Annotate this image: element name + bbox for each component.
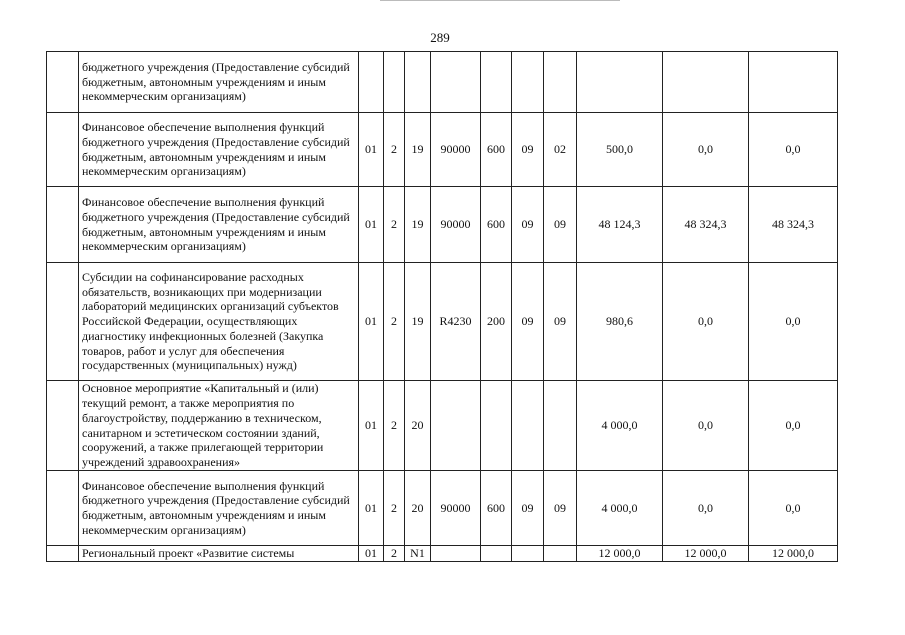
amount-cell: 4 000,0 bbox=[577, 381, 663, 471]
amount-cell: 500,0 bbox=[577, 113, 663, 187]
code-cell: 90000 bbox=[431, 471, 481, 546]
row-description: Финансовое обеспечение выполнения функций бюджетного учреждения (Предоставление субсидий бюджетным, автономным учреждениям и иным некоммерческим организациям) bbox=[79, 471, 359, 546]
code-cell bbox=[481, 381, 512, 471]
code-cell: 90000 bbox=[431, 187, 481, 263]
row-marker-cell bbox=[47, 263, 79, 381]
code-cell: 01 bbox=[359, 471, 384, 546]
row-marker-cell bbox=[47, 471, 79, 546]
amount-cell: 12 000,0 bbox=[577, 546, 663, 562]
code-cell: 09 bbox=[544, 471, 577, 546]
code-cell: R4230 bbox=[431, 263, 481, 381]
budget-table bbox=[46, 51, 838, 562]
code-cell: 2 bbox=[384, 187, 405, 263]
amount-cell: 0,0 bbox=[749, 381, 838, 471]
code-cell: 19 bbox=[405, 113, 431, 187]
table-row bbox=[47, 113, 838, 187]
table-row bbox=[47, 52, 838, 113]
code-cell bbox=[431, 546, 481, 562]
code-cell: 19 bbox=[405, 187, 431, 263]
amount-cell: 12 000,0 bbox=[663, 546, 749, 562]
table-row bbox=[47, 263, 838, 381]
code-cell bbox=[481, 546, 512, 562]
code-cell: 09 bbox=[544, 263, 577, 381]
row-marker-cell bbox=[47, 546, 79, 562]
code-cell: 2 bbox=[384, 113, 405, 187]
amount-cell: 0,0 bbox=[749, 263, 838, 381]
amount-cell: 0,0 bbox=[749, 471, 838, 546]
amount-cell bbox=[577, 52, 663, 113]
code-cell: 09 bbox=[512, 187, 544, 263]
code-cell: 20 bbox=[405, 381, 431, 471]
code-cell: 01 bbox=[359, 546, 384, 562]
row-marker-cell bbox=[47, 52, 79, 113]
code-cell bbox=[359, 52, 384, 113]
amount-cell: 0,0 bbox=[663, 263, 749, 381]
row-description: бюджетного учреждения (Предоставление субсидий бюджетным, автономным учреждениям и иным некоммерческим организациям) bbox=[79, 52, 359, 113]
code-cell: 600 bbox=[481, 471, 512, 546]
row-marker-cell bbox=[47, 381, 79, 471]
amount-cell: 48 324,3 bbox=[663, 187, 749, 263]
amount-cell: 980,6 bbox=[577, 263, 663, 381]
code-cell: 90000 bbox=[431, 113, 481, 187]
code-cell: 09 bbox=[512, 471, 544, 546]
code-cell bbox=[544, 381, 577, 471]
code-cell: 09 bbox=[544, 187, 577, 263]
code-cell bbox=[481, 52, 512, 113]
code-cell: 01 bbox=[359, 113, 384, 187]
page-number: 289 bbox=[430, 30, 450, 45]
code-cell: 01 bbox=[359, 263, 384, 381]
amount-cell bbox=[663, 52, 749, 113]
row-description: Финансовое обеспечение выполнения функций бюджетного учреждения (Предоставление субсидий бюджетным, автономным учреждениям и иным некоммерческим организациям) bbox=[79, 113, 359, 187]
code-cell: 09 bbox=[512, 263, 544, 381]
code-cell: 2 bbox=[384, 381, 405, 471]
code-cell bbox=[544, 546, 577, 562]
scan-artifact-line bbox=[380, 0, 620, 1]
table-row bbox=[47, 546, 838, 562]
amount-cell: 48 124,3 bbox=[577, 187, 663, 263]
code-cell bbox=[431, 52, 481, 113]
row-marker-cell bbox=[47, 187, 79, 263]
amount-cell: 0,0 bbox=[663, 113, 749, 187]
code-cell bbox=[512, 52, 544, 113]
code-cell bbox=[544, 52, 577, 113]
amount-cell bbox=[749, 52, 838, 113]
code-cell: 2 bbox=[384, 263, 405, 381]
amount-cell: 0,0 bbox=[663, 471, 749, 546]
code-cell: 20 bbox=[405, 471, 431, 546]
table-row bbox=[47, 187, 838, 263]
code-cell bbox=[431, 381, 481, 471]
code-cell: 2 bbox=[384, 546, 405, 562]
code-cell: 600 bbox=[481, 187, 512, 263]
amount-cell: 0,0 bbox=[749, 113, 838, 187]
code-cell: 09 bbox=[512, 113, 544, 187]
code-cell: 01 bbox=[359, 381, 384, 471]
code-cell: 600 bbox=[481, 113, 512, 187]
code-cell: 02 bbox=[544, 113, 577, 187]
code-cell: 19 bbox=[405, 263, 431, 381]
code-cell: 200 bbox=[481, 263, 512, 381]
row-description: Региональный проект «Развитие системы bbox=[79, 546, 359, 562]
amount-cell: 0,0 bbox=[663, 381, 749, 471]
code-cell bbox=[384, 52, 405, 113]
code-cell: 2 bbox=[384, 471, 405, 546]
table-row bbox=[47, 471, 838, 546]
amount-cell: 4 000,0 bbox=[577, 471, 663, 546]
code-cell bbox=[512, 381, 544, 471]
row-description: Финансовое обеспечение выполнения функций бюджетного учреждения (Предоставление субсидий бюджетным, автономным учреждениям и иным некоммерческим организациям) bbox=[79, 187, 359, 263]
code-cell bbox=[512, 546, 544, 562]
amount-cell: 48 324,3 bbox=[749, 187, 838, 263]
row-description: Субсидии на софинансирование расходных обязательств, возникающих при модернизации лабораторий медицинских организаций субъектов Российской Федерации, осуществляющих диагностику инфекционных болезней (Закупка товаров, работ и услуг для обеспечения государственных (муниципальных) нужд) bbox=[79, 263, 359, 381]
amount-cell: 12 000,0 bbox=[749, 546, 838, 562]
code-cell bbox=[405, 52, 431, 113]
table-row bbox=[47, 381, 838, 471]
row-marker-cell bbox=[47, 113, 79, 187]
code-cell: N1 bbox=[405, 546, 431, 562]
code-cell: 01 bbox=[359, 187, 384, 263]
row-description: Основное мероприятие «Капитальный и (или) текущий ремонт, а также мероприятия по благоустройству, поддержанию в техническом, санитарном и эстетическом состоянии зданий, сооружений, а также прилегающей территории учреждений здравоохранения» bbox=[79, 381, 359, 471]
